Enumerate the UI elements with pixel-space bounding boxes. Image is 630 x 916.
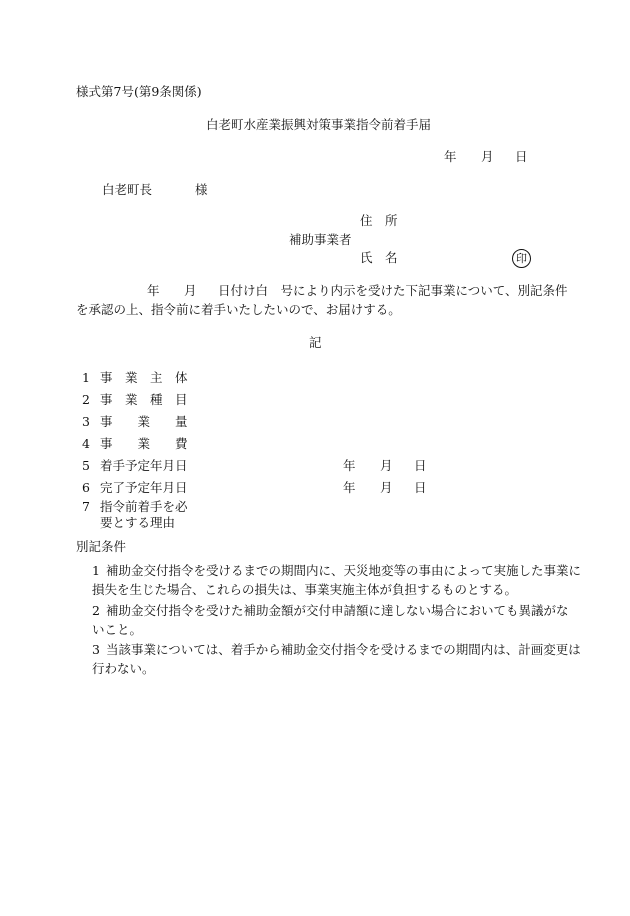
item-number: 5: [82, 458, 90, 473]
item-label: 事 業 種 目: [100, 392, 188, 407]
item-label: 着手予定年月日: [100, 458, 188, 473]
seal-mark: 印: [512, 249, 531, 268]
body-line1-rest: 日付け白 号により内示を受けた下記事業について、別記条件: [218, 283, 568, 298]
condition-line1: 補助金交付指令を受けた補助金額が交付申請額に達しない場合においても異議がな: [106, 603, 569, 618]
conditions-heading: 別記条件: [76, 539, 127, 554]
item-number: 4: [82, 436, 90, 451]
document-title: 白老町水産業振興対策事業指令前着手届: [206, 117, 432, 132]
name-label: 氏 名: [360, 250, 398, 265]
item-label: 事 業 量: [100, 414, 188, 429]
item-label-line2: 要とする理由: [100, 515, 176, 530]
condition-number: 1: [92, 563, 100, 578]
condition-line1: 当該事業については、着手から補助金交付指令を受けるまでの期間内は、計画変更は: [106, 642, 581, 657]
item-label: 指令前着手を必: [100, 499, 188, 514]
addressee-name: 白老町長: [102, 182, 153, 197]
item-number: 3: [82, 414, 90, 429]
item-number: 6: [82, 480, 90, 495]
item-number: 1: [82, 370, 90, 385]
body-line2: を承認の上、指令前に着手いたしたいので、お届けする。: [76, 302, 401, 317]
condition-line2: いこと。: [92, 622, 143, 637]
date-year: 年: [444, 149, 457, 164]
body-month: 月: [184, 283, 197, 298]
condition-line2: 行わない。: [92, 661, 155, 676]
date-day: 日: [515, 149, 528, 164]
condition-number: 2: [92, 603, 100, 618]
applicant-role-label: 補助事業者: [289, 232, 352, 247]
body-year: 年: [147, 283, 160, 298]
condition-line1: 補助金交付指令を受けるまでの期間内に、天災地変等の事由によって実施した事業に: [106, 563, 582, 578]
addressee-honorific: 様: [195, 182, 208, 197]
condition-number: 3: [92, 642, 100, 657]
item-month: 月: [380, 458, 393, 473]
item-number: 7: [82, 499, 90, 514]
condition-line2: 損失を生じた場合、これらの損失は、事業実施主体が負担するものとする。: [92, 582, 518, 597]
address-label: 住 所: [360, 213, 398, 228]
item-year: 年: [343, 458, 356, 473]
item-day: 日: [414, 458, 427, 473]
item-year: 年: [343, 480, 356, 495]
form-number: 様式第7号(第9条関係): [76, 84, 202, 99]
item-label: 事 業 費: [100, 436, 188, 451]
note-heading: 記: [309, 335, 322, 350]
item-label: 事 業 主 体: [100, 370, 188, 385]
item-month: 月: [380, 480, 393, 495]
item-label: 完了予定年月日: [100, 480, 188, 495]
date-month: 月: [481, 149, 494, 164]
item-number: 2: [82, 392, 90, 407]
item-day: 日: [414, 480, 427, 495]
